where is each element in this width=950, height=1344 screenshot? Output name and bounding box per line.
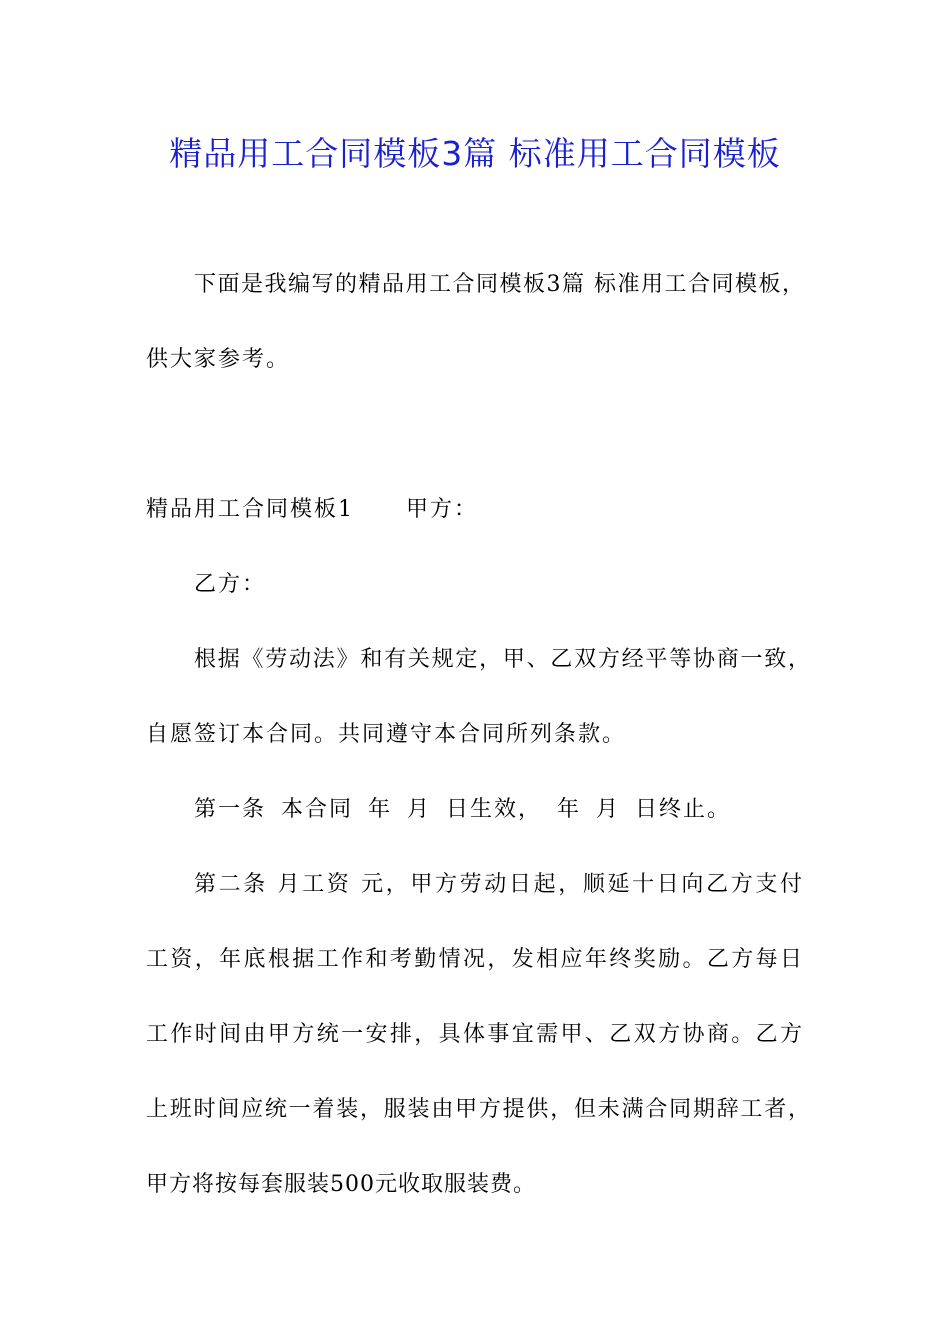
intro-line-2: 供大家参考。 xyxy=(146,347,291,372)
document-title: 精品用工合同模板3篇 标准用工合同模板 xyxy=(169,134,781,173)
party-b-label: 乙方： xyxy=(194,572,267,597)
article-1: 第一条 本合同 年 月 日生效， 年 月 日终止。 xyxy=(194,797,731,822)
intro-line-1: 下面是我编写的精品用工合同模板3篇 标准用工合同模板， xyxy=(194,272,804,297)
party-a-label: 甲方： xyxy=(406,497,479,522)
section-heading-row xyxy=(146,495,478,525)
section-heading: 精品用工合同模板1 xyxy=(146,497,354,522)
article-2-line-2: 工资，年底根据工作和考勤情况，发相应年终奖励。乙方每日 xyxy=(146,947,802,972)
article-2-line-3: 工作时间由甲方统一安排，具体事宜需甲、乙双方协商。乙方 xyxy=(146,1022,802,1047)
article-2-line-5: 甲方将按每套服装500元收取服装费。 xyxy=(146,1172,536,1197)
para1-line-1: 根据《劳动法》和有关规定，甲、乙双方经平等协商一致， xyxy=(194,647,810,672)
article-2-line-4: 上班时间应统一着装，服装由甲方提供，但未满合同期辞工者， xyxy=(146,1097,810,1122)
article-2-line-1: 第二条 月工资 元，甲方劳动日起，顺延十日向乙方支付 xyxy=(194,872,802,897)
para1-line-2: 自愿签订本合同。共同遵守本合同所列条款。 xyxy=(146,722,627,747)
